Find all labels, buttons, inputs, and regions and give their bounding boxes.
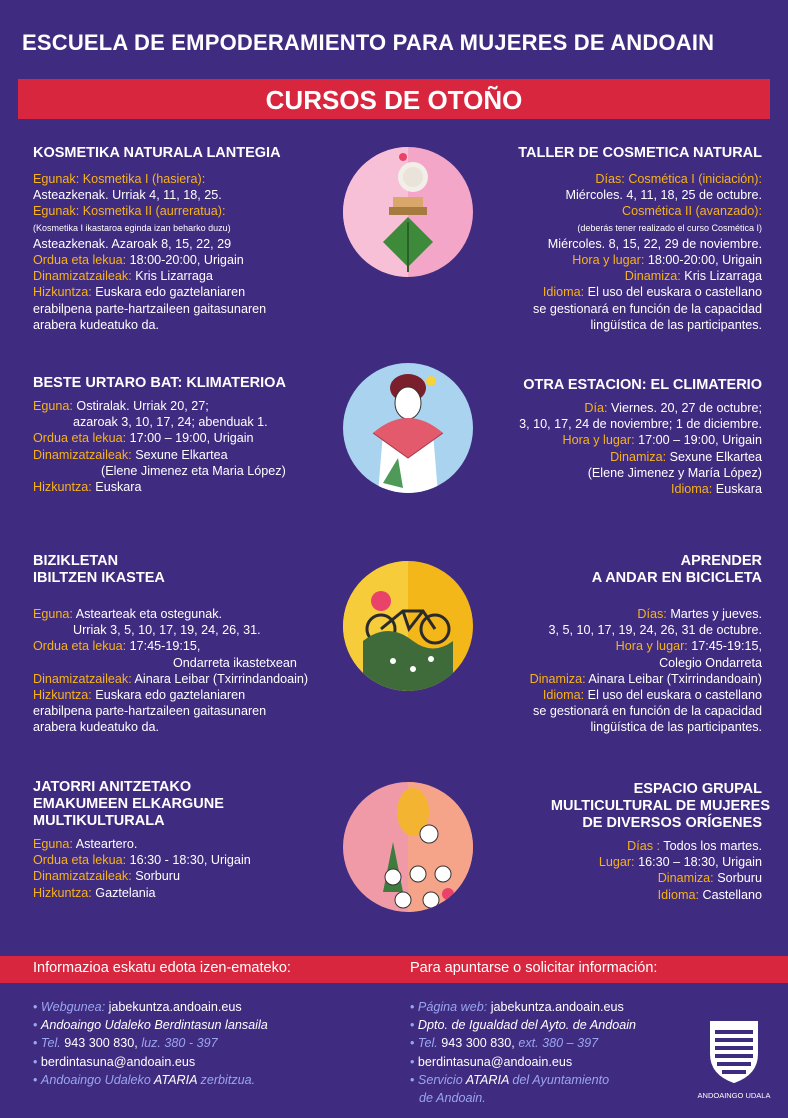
value: 17:45-19:15, (129, 639, 201, 654)
text: arabera kudeatuko da. (33, 720, 160, 735)
season-banner (18, 79, 770, 119)
course-3-eu (33, 553, 348, 736)
label: Dinamiza: (657, 871, 718, 886)
footer-heading-es: Para apuntarse o solicitar información: (410, 960, 658, 976)
course-title-line-1: ESPACIO GRUPAL (633, 781, 762, 797)
website-link[interactable]: jabekuntza.andoain.eus (490, 1000, 624, 1014)
label: Webgunea: (40, 1000, 109, 1014)
service: zerbitzua. (197, 1072, 256, 1087)
course-title: OTRA ESTACION: EL CLIMATERIO (523, 377, 762, 393)
service-name: ATARIA (153, 1072, 198, 1087)
value: Viernes. 20, 27 de octubre; (611, 401, 762, 415)
text: (Elene Jimenez eta Maria López) (101, 463, 286, 478)
label: Tel. (40, 1036, 65, 1051)
value: Euskara edo gaztelaniaren (95, 688, 246, 703)
label: Ordua eta lekua: (33, 639, 130, 654)
value: Martes y jueves. (670, 607, 762, 621)
label: Página web: (417, 1000, 491, 1014)
label: Días : (627, 839, 664, 853)
label: Kosmetika II (aurreratua): (82, 204, 226, 219)
value: Gaztelania (95, 885, 156, 900)
service: Andoaingo Udaleko (40, 1072, 154, 1087)
label: Hizkuntza: (33, 688, 96, 703)
course-1-es (460, 145, 762, 333)
bullet: • (410, 1036, 415, 1051)
service: del Ayuntamiento (508, 1072, 610, 1087)
value: Sexune Elkartea (135, 447, 228, 462)
bullet: • (33, 1054, 38, 1069)
course-title-line-2: A ANDAR EN BICICLETA (591, 570, 762, 586)
label: Idioma: (542, 285, 588, 300)
text: azaroak 3, 10, 17, 24; abenduak 1. (73, 415, 268, 430)
value: Sorburu (135, 869, 181, 884)
value: Ainara Leibar (Txirrindandoain) (588, 671, 762, 686)
label: Eguna: (33, 399, 77, 413)
bicycle-illustration (343, 561, 473, 691)
label: Día: (584, 401, 611, 415)
bullet: • (33, 1072, 38, 1087)
label: Dinamizatzaileak: (33, 671, 135, 686)
text: Miércoles. 4, 11, 18, 25 de octubre. (565, 188, 762, 203)
bullet: • (410, 1072, 415, 1087)
text: Asteazkenak. Azaroak 8, 15, 22, 29 (33, 236, 232, 251)
label: Dinamiza: (624, 269, 685, 284)
extension: luz. 380 - 397 (141, 1036, 218, 1051)
label: Ordua eta lekua: (33, 431, 130, 446)
label: Idioma: (542, 688, 588, 703)
label: Ordua eta lekua: (33, 853, 130, 868)
note: (deberás tener realizado el curso Cosmética I) (577, 222, 762, 233)
women-group-illustration (343, 782, 473, 912)
value: Sorburu (717, 871, 762, 886)
label: Kosmetika I (hasiera): (82, 172, 206, 186)
bullet: • (33, 1036, 38, 1051)
value: 17:00 – 19:00, Urigain (638, 433, 762, 448)
label: Días: (595, 172, 629, 186)
text: se gestionará en función de la capacidad (533, 704, 762, 719)
label: Eguna: (33, 607, 76, 621)
banner-title: CURSOS DE OTOÑO (265, 85, 523, 115)
course-4-es (460, 781, 770, 903)
bullet: • (410, 1000, 415, 1014)
text: Ondarreta ikastetxean (173, 655, 297, 670)
department: Andoaingo Udaleko Berdintasun lansaila (40, 1018, 268, 1033)
label: Egunak: (33, 204, 83, 219)
value: Asteartero. (75, 837, 138, 851)
contact-list-eu (33, 998, 393, 1089)
text: erabilpena parte-hartzaileen gaitasunaren (33, 301, 267, 316)
text: lingüística de las participantes. (590, 720, 762, 735)
label: Idioma: (657, 887, 703, 902)
text: Miércoles. 8, 15, 22, 29 de noviembre. (547, 236, 762, 251)
label: Hora y lugar: (615, 639, 692, 654)
label: Dinamizatzaileak: (33, 869, 136, 884)
course-1-eu (33, 145, 343, 333)
bullet: • (410, 1054, 415, 1069)
label: Cosmética I (iniciación): (628, 172, 762, 186)
text: se gestionará en función de la capacidad (533, 301, 762, 316)
text: (Elene Jimenez y María López) (587, 465, 762, 480)
label: Dinamizatzaileak: (33, 447, 136, 462)
course-title-line-1: BIZIKLETAN (33, 553, 119, 569)
andoain-logo (697, 1018, 771, 1098)
course-4-eu (33, 779, 343, 901)
text: arabera kudeatuko da. (33, 317, 160, 332)
value: Kris Lizarraga (135, 269, 213, 284)
value: 16:30 - 18:30, Urigain (129, 853, 251, 868)
contact-list-es (410, 998, 700, 1107)
note: (Kosmetika I ikastaroa eginda izan beharko duzu) (33, 222, 231, 233)
footer-heading-eu: Informazioa eskatu edota izen-emateko: (33, 960, 291, 976)
value: Ostiralak. Urriak 20, 27; (76, 399, 209, 413)
value: Euskara (715, 482, 762, 497)
bullet: • (410, 1018, 415, 1033)
value: Ainara Leibar (Txirrindandoain) (134, 671, 309, 686)
service: de Andoain. (419, 1091, 486, 1106)
label: Ordua eta lekua: (33, 253, 130, 268)
course-2-es (460, 377, 762, 497)
bullet: • (33, 1018, 38, 1033)
text: 3, 10, 17, 24 de noviembre; 1 de diciembre. (519, 417, 762, 432)
woman-fan-illustration (343, 363, 473, 493)
value: 17:45-19:15, (691, 639, 762, 654)
course-2-eu (33, 375, 343, 495)
label: Egunak: (33, 172, 83, 186)
label: Eguna: (33, 837, 76, 851)
label: Hizkuntza: (33, 285, 96, 300)
label: Lugar: (598, 855, 639, 870)
logo-text: ANDOAINGO UDALA (697, 1091, 771, 1100)
course-title: KOSMETIKA NATURALA LANTEGIA (33, 145, 281, 161)
label: Hora y lugar: (572, 253, 648, 268)
label: Dinamiza: (610, 449, 670, 464)
value: Astearteak eta ostegunak. (75, 607, 223, 621)
extension: ext. 380 – 397 (518, 1036, 599, 1051)
value: 17:00 – 19:00, Urigain (129, 431, 254, 446)
value: Todos los martes. (663, 839, 762, 853)
text: Asteazkenak. Urriak 4, 11, 18, 25. (33, 188, 222, 203)
phone[interactable]: 943 300 830, (441, 1036, 519, 1051)
course-title-line-1: JATORRI ANITZETAKO (33, 779, 192, 795)
text: 3, 5, 10, 17, 19, 24, 26, 31 de octubre. (548, 623, 762, 638)
text: Colegio Ondarreta (659, 655, 762, 670)
cosmetics-illustration (343, 147, 473, 277)
value: El uso del euskara o castellano (587, 285, 762, 300)
page-title: ESCUELA DE EMPODERAMIENTO PARA MUJERES DE ANDOAIN (22, 30, 715, 55)
course-title-line-2: EMAKUMEEN ELKARGUNE (33, 796, 224, 812)
value: 18:00-20:00, Urigain (129, 253, 244, 268)
value: Castellano (702, 887, 762, 902)
text: Urriak 3, 5, 10, 17, 19, 24, 26, 31. (73, 623, 261, 638)
service: Servicio (417, 1072, 466, 1087)
label: Hora y lugar: (562, 433, 639, 448)
label: Tel. (417, 1036, 442, 1051)
shield-icon (697, 1018, 771, 1084)
bullet: • (33, 1000, 38, 1014)
email-link[interactable]: berdintasuna@andoain.eus (40, 1054, 196, 1069)
course-title-line-1: APRENDER (680, 553, 762, 569)
text: lingüística de las participantes. (590, 317, 762, 332)
course-3-es (460, 553, 762, 736)
course-title-line-2: IBILTZEN IKASTEA (33, 570, 165, 586)
email-link[interactable]: berdintasuna@andoain.eus (417, 1054, 573, 1069)
label: Cosmética II (avanzado): (622, 204, 762, 219)
label: Dinamizatzaileak: (33, 269, 136, 284)
label: Hizkuntza: (33, 885, 96, 900)
website-link[interactable]: jabekuntza.andoain.eus (108, 1000, 242, 1014)
phone[interactable]: 943 300 830, (64, 1036, 142, 1051)
label: Idioma: (670, 482, 716, 497)
label: Dinamiza: (529, 671, 589, 686)
value: Sexune Elkartea (669, 449, 762, 464)
course-title-line-2: MULTICULTURAL DE MUJERES (550, 798, 770, 814)
course-title-line-3: MULTIKULTURALA (33, 813, 165, 829)
service-name: ATARIA (465, 1072, 509, 1087)
value: Euskara edo gaztelaniaren (95, 285, 246, 300)
course-title: TALLER DE COSMETICA NATURAL (518, 145, 762, 161)
text: erabilpena parte-hartzaileen gaitasunaren (33, 704, 267, 719)
department: Dpto. de Igualdad del Ayto. de Andoain (417, 1018, 637, 1033)
value: 16:30 – 18:30, Urigain (638, 855, 762, 870)
value: Kris Lizarraga (684, 269, 762, 284)
value: 18:00-20:00, Urigain (647, 253, 762, 268)
value: El uso del euskara o castellano (587, 688, 762, 703)
label: Hizkuntza: (33, 480, 96, 495)
course-title: BESTE URTARO BAT: KLIMATERIOA (33, 375, 286, 391)
label: Días: (637, 607, 671, 621)
value: Euskara (95, 480, 142, 495)
course-title-line-3: DE DIVERSOS ORÍGENES (582, 815, 762, 831)
